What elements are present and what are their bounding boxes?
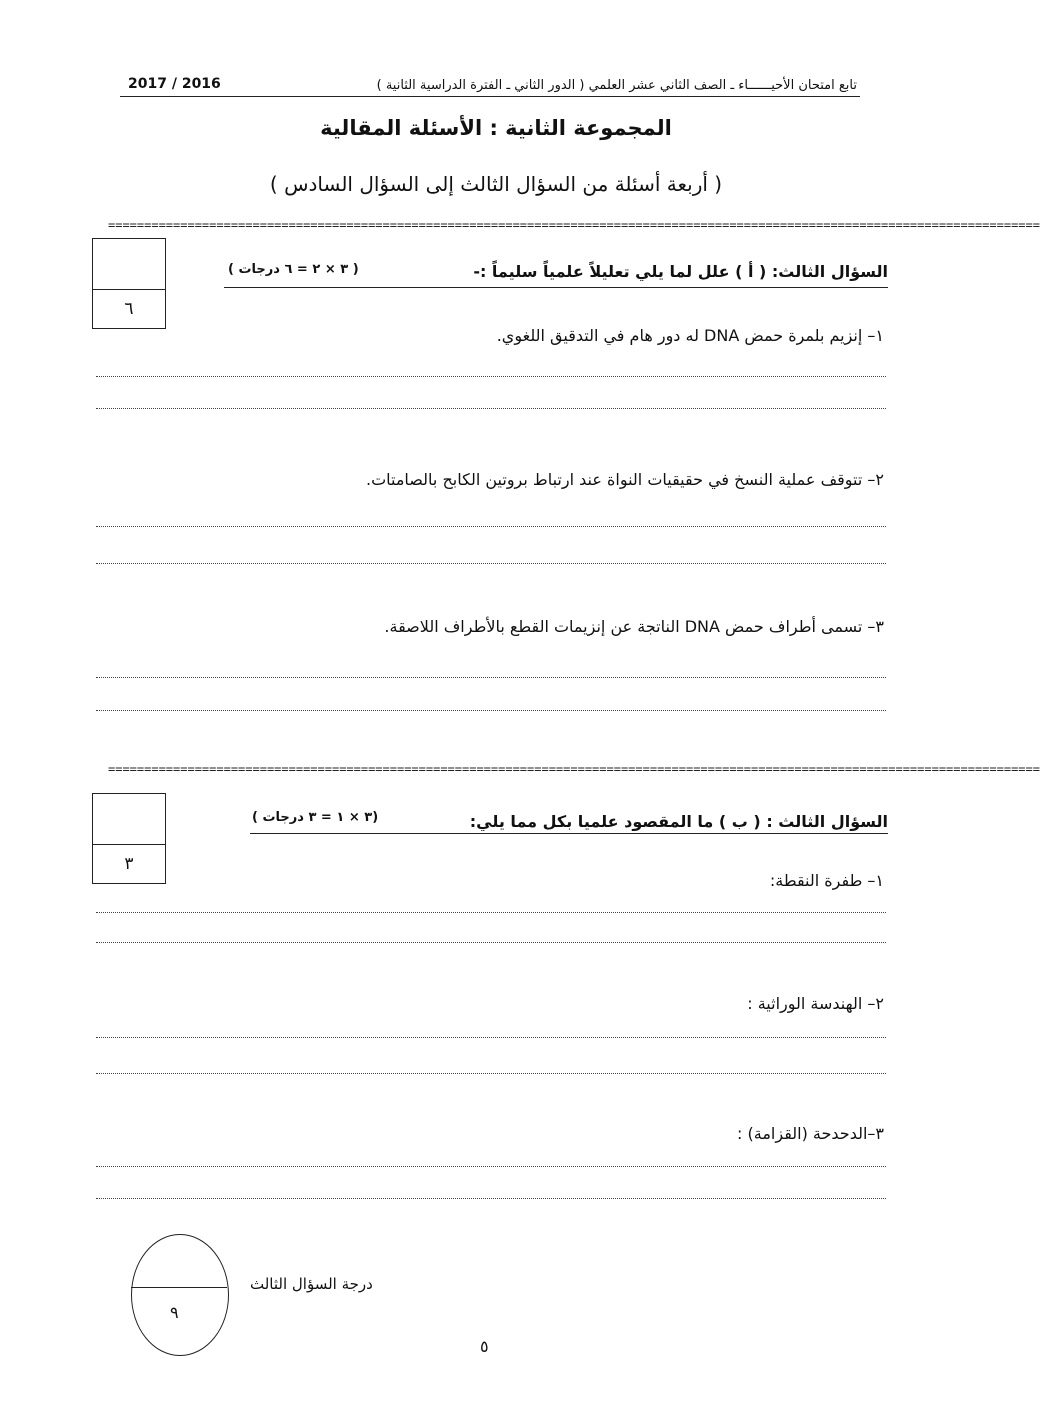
heading-underline — [224, 287, 888, 288]
total-score-circle — [131, 1234, 229, 1356]
answer-line — [96, 1198, 886, 1199]
header-divider — [120, 96, 860, 97]
question-item: ١– طفرة النقطة: — [769, 871, 884, 890]
answer-line — [96, 526, 886, 527]
page-number: ٥ — [480, 1337, 489, 1356]
question-item: ٣–الدحدحة (القزامة) : — [737, 1124, 884, 1143]
exam-header-text: تابع امتحان الأحيــــــاء ـ الصف الثاني عشر العلمي ( الدور الثاني ـ الفترة الدراسية الثانية ) — [376, 78, 857, 93]
score-entry-cell — [93, 794, 165, 845]
marks-part-b: ( ٣ × ١ = ٣ درجات) — [252, 810, 379, 825]
answer-line — [96, 563, 886, 564]
answer-line — [96, 376, 886, 377]
total-score-max: ٩ — [170, 1303, 179, 1322]
total-score-label: درجة السؤال الثالث — [250, 1275, 373, 1293]
answer-line — [96, 1037, 886, 1038]
section-separator: ================================================================================================================================= — [108, 218, 1040, 232]
heading-underline — [250, 833, 888, 834]
score-entry-cell — [93, 239, 165, 290]
answer-line — [96, 1073, 886, 1074]
circle-divider — [131, 1287, 227, 1288]
marks-part-a: ( ٣ × ٢ = ٦ درجات ) — [228, 262, 359, 277]
section-separator: ================================================================================================================================= — [108, 762, 1040, 776]
score-max: ٣ — [124, 854, 134, 874]
score-box-part-a — [92, 238, 166, 329]
question-item: ٣– تسمى أطراف حمض DNA الناتجة عن إنزيمات القطع بالأطراف اللاصقة. — [384, 617, 884, 636]
score-max: ٦ — [124, 299, 134, 319]
answer-line — [96, 1166, 886, 1167]
page-title: المجموعة الثانية : الأسئلة المقالية — [320, 116, 672, 140]
answer-line — [96, 942, 886, 943]
exam-year: 2017 / 2016 — [128, 76, 221, 92]
question-item: ٢– تتوقف عملية النسخ في حقيقيات النواة عند ارتباط بروتين الكابح بالصامتات. — [366, 470, 884, 489]
answer-line — [96, 408, 886, 409]
answer-line — [96, 710, 886, 711]
answer-line — [96, 677, 886, 678]
question-item: ١– إنزيم بلمرة حمض DNA له دور هام في التدقيق اللغوي. — [496, 326, 884, 345]
question-item: ٢– الهندسة الوراثية : — [747, 994, 884, 1013]
score-box-part-b — [92, 793, 166, 884]
answer-line — [96, 912, 886, 913]
page-subtitle: ( أربعة أسئلة من السؤال الثالث إلى السؤال السادس ) — [269, 172, 723, 196]
question-heading-part-b: السؤال الثالث : ( ب ) ما المقصود علميا بكل مما يلي: — [469, 812, 888, 831]
question-heading-part-a: السؤال الثالث: ( أ ) علل لما يلي تعليلاً علمياً سليماً :- — [473, 262, 888, 281]
